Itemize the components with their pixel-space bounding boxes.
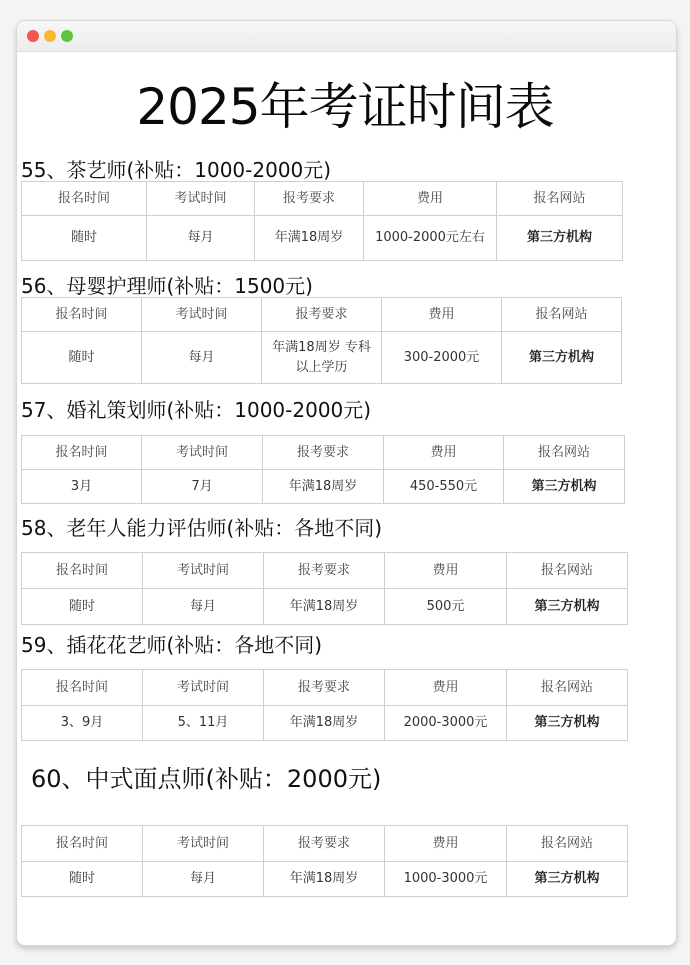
fee-cell: 450-550元 xyxy=(384,470,504,504)
column-header: 报考要求 xyxy=(263,436,384,470)
column-header: 报名时间 xyxy=(22,436,142,470)
column-header: 报考要求 xyxy=(264,826,385,862)
exam-time-cell: 每月 xyxy=(143,862,264,897)
column-header: 费用 xyxy=(385,826,507,862)
column-header: 报考要求 xyxy=(262,298,382,332)
maximize-dot-icon[interactable] xyxy=(61,30,73,42)
requirement-cell: 年满18周岁 xyxy=(263,470,384,504)
signup-time-cell: 3、9月 xyxy=(22,706,143,741)
table-header-row xyxy=(22,182,623,216)
fee-cell: 2000-3000元 xyxy=(385,706,507,741)
table-header-row xyxy=(22,670,628,706)
table-58 xyxy=(21,552,628,625)
requirement-cell: 年满18周岁 xyxy=(264,862,385,897)
column-header: 费用 xyxy=(385,670,507,706)
column-header: 报名网站 xyxy=(507,670,628,706)
table-header-row xyxy=(22,298,622,332)
signup-site-cell: 第三方机构 xyxy=(507,589,628,625)
window-titlebar xyxy=(17,21,676,52)
fee-cell: 1000-3000元 xyxy=(385,862,507,897)
requirement-cell: 年满18周岁 xyxy=(255,216,364,261)
table-row xyxy=(22,470,625,504)
exam-time-cell: 7月 xyxy=(142,470,263,504)
column-header: 报名网站 xyxy=(507,826,628,862)
fee-cell: 300-2000元 xyxy=(382,332,502,384)
table-59 xyxy=(21,669,628,741)
section-heading-58: 58、老年人能力评估师(补贴：各地不同) xyxy=(21,516,383,540)
signup-site-cell: 第三方机构 xyxy=(497,216,623,261)
signup-site-cell: 第三方机构 xyxy=(507,862,628,897)
table-row xyxy=(22,332,622,384)
column-header: 报名时间 xyxy=(22,298,142,332)
column-header: 费用 xyxy=(384,436,504,470)
table-56 xyxy=(21,297,622,384)
minimize-dot-icon[interactable] xyxy=(44,30,56,42)
table-header-row xyxy=(22,826,628,862)
table-row xyxy=(22,589,628,625)
exam-time-cell: 每月 xyxy=(142,332,262,384)
requirement-cell: 年满18周岁 专科以上学历 xyxy=(262,332,382,384)
column-header: 费用 xyxy=(382,298,502,332)
exam-time-cell: 每月 xyxy=(147,216,255,261)
column-header: 费用 xyxy=(385,553,507,589)
exam-time-cell: 每月 xyxy=(143,589,264,625)
table-row xyxy=(22,706,628,741)
column-header: 报考要求 xyxy=(255,182,364,216)
fee-cell: 500元 xyxy=(385,589,507,625)
column-header: 费用 xyxy=(364,182,497,216)
signup-time-cell: 随时 xyxy=(22,589,143,625)
requirement-cell: 年满18周岁 xyxy=(264,706,385,741)
column-header: 考试时间 xyxy=(143,670,264,706)
signup-site-cell: 第三方机构 xyxy=(504,470,625,504)
column-header: 报名时间 xyxy=(22,826,143,862)
table-row xyxy=(22,862,628,897)
signup-site-cell: 第三方机构 xyxy=(502,332,622,384)
signup-time-cell: 随时 xyxy=(22,862,143,897)
table-row xyxy=(22,216,623,261)
column-header: 报考要求 xyxy=(264,553,385,589)
section-heading-60: 60、中式面点师(补贴：2000元) xyxy=(31,765,382,793)
column-header: 考试时间 xyxy=(142,436,263,470)
fee-cell: 1000-2000元左右 xyxy=(364,216,497,261)
table-60 xyxy=(21,825,628,897)
column-header: 报名网站 xyxy=(497,182,623,216)
column-header: 报考要求 xyxy=(264,670,385,706)
signup-site-cell: 第三方机构 xyxy=(507,706,628,741)
column-header: 报名时间 xyxy=(22,182,147,216)
section-heading-55: 55、茶艺师(补贴：1000-2000元) xyxy=(21,158,332,182)
signup-time-cell: 随时 xyxy=(22,332,142,384)
column-header: 报名网站 xyxy=(502,298,622,332)
table-header-row xyxy=(22,436,625,470)
column-header: 报名网站 xyxy=(504,436,625,470)
signup-time-cell: 3月 xyxy=(22,470,142,504)
close-dot-icon[interactable] xyxy=(27,30,39,42)
section-heading-59: 59、插花花艺师(补贴：各地不同) xyxy=(21,633,323,657)
signup-time-cell: 随时 xyxy=(22,216,147,261)
column-header: 报名网站 xyxy=(507,553,628,589)
table-header-row xyxy=(22,553,628,589)
requirement-cell: 年满18周岁 xyxy=(264,589,385,625)
column-header: 报名时间 xyxy=(22,670,143,706)
section-heading-57: 57、婚礼策划师(补贴：1000-2000元) xyxy=(21,398,372,422)
column-header: 考试时间 xyxy=(143,826,264,862)
column-header: 考试时间 xyxy=(142,298,262,332)
column-header: 报名时间 xyxy=(22,553,143,589)
section-heading-56: 56、母婴护理师(补贴：1500元) xyxy=(21,274,313,298)
column-header: 考试时间 xyxy=(147,182,255,216)
column-header: 考试时间 xyxy=(143,553,264,589)
table-55 xyxy=(21,181,623,261)
exam-time-cell: 5、11月 xyxy=(143,706,264,741)
page-title: 2025年考证时间表 xyxy=(136,78,554,136)
table-57 xyxy=(21,435,625,504)
